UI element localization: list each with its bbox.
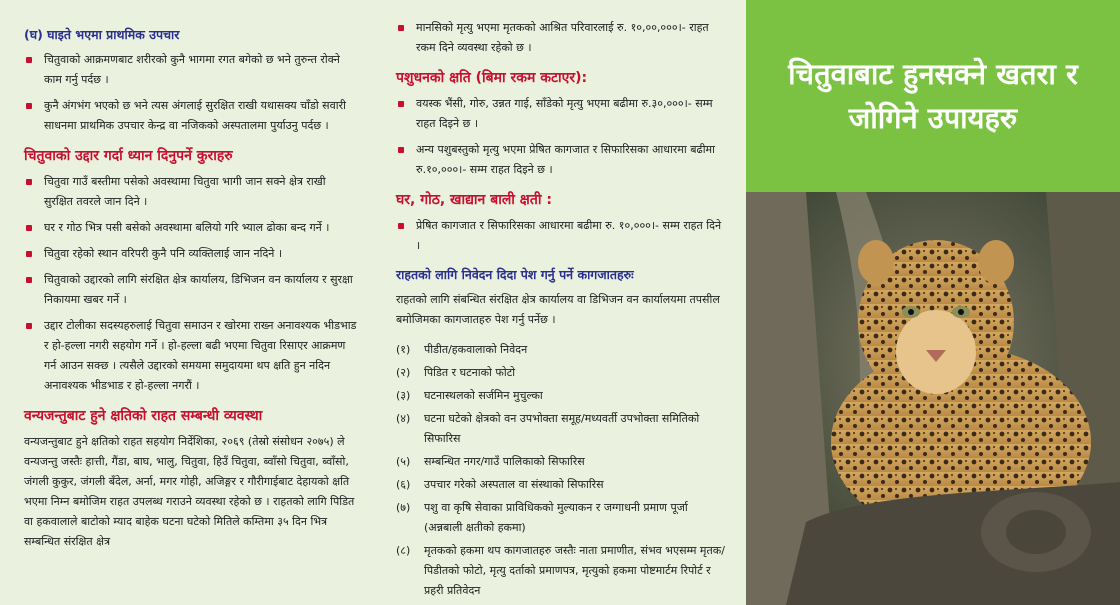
list-item: प्रेषित कागजात र सिफारिसका आधारमा बढीमा रु. १०,०००।- सम्म राहत दिने । <box>396 216 728 256</box>
bullet-icon <box>26 179 32 185</box>
livestock-list <box>396 94 728 180</box>
list-item: अन्य पशुबस्तुको मृत्यु भएमा प्रेषित कागजात र सिफारिसका आधारमा बढीमा रु.१०,०००।- सम्म राहत दिइने छ । <box>396 140 728 180</box>
bullet-icon <box>26 277 32 283</box>
bullet-icon <box>26 57 32 63</box>
list-item: (३) घटनास्थलको सर्जमिन मुचुल्का <box>396 389 543 402</box>
list-item: चितुवा गाउँ बस्तीमा पसेको अवस्थामा चितुवा भागी जान सक्ने क्षेत्र राखी सुरक्षित तवरले जान दिने । <box>24 172 358 212</box>
rescue-list <box>24 172 358 396</box>
docs-list <box>396 340 728 601</box>
list-item: (२) पिडित र घटनाको फोटो <box>396 366 516 379</box>
list-item: चितुवाको उद्दारको लागि संरक्षित क्षेत्र कार्यालय, डिभिजन वन कार्यालय र सुरक्षा निकायमा खबर गर्ने । <box>24 270 358 310</box>
list-item: (६) उपचार गरेको अस्पताल वा संस्थाको सिफारिस <box>396 478 604 491</box>
title-banner <box>746 0 1120 192</box>
column-middle <box>372 0 746 605</box>
rescue-heading: चितुवाको उद्दार गर्दा ध्यान दिनुपर्ने कुराहरु <box>24 148 233 164</box>
bullet-icon <box>398 223 404 229</box>
list-item: चितुवा रहेको स्थान वरिपरी कुनै पनि व्यक्तिलाई जान नदिने । <box>24 244 358 264</box>
list-item: कुनै अंगभंग भएको छ भने त्यस अंगलाई सुरक्षित राखी यथासक्य चाँडो सवारी साधनमा प्राथमिक उपचार केन्द्र वा नजिकको अस्पतालमा पुर्याउनु पर्दछ । <box>24 96 358 136</box>
list-item: (१) पीडीत/हकवालाको निवेदन <box>396 343 528 356</box>
house-heading: घर, गोठ, खाद्यान बाली क्षती : <box>396 192 552 208</box>
relief-paragraph: वन्यजन्तुबाट हुने क्षतिको राहत सहयोग निर्देशिका, २०६९ (तेस्रो संसोधन २०७५) ले वन्यजन्तु जस्तैः हात्ती, गैंडा, बाघ, भालु, चितुवा, हिउँ चितुवा, ब्वाँसो चितुवा, ब्वाँसो, जंगली कुकुर, जंगली बँदेल, अर्ना, मगर गोही, अजिङ्गर र गौरीगाईबाट देहायको क्षति भएमा निम्न बमोजिम राहत उपलब्ध गराउने व्यवस्था रहेको छ । राहतको लागि पिडित वा हकवालाले बाटोको म्याद बाहेक घटना घटेको मितिले कम्तिमा ३५ दिन भित्र सम्बन्धित संरक्षित क्षेत्र <box>24 435 355 548</box>
bullet-icon <box>26 323 32 329</box>
docs-intro: राहतको लागि संबन्धित संरक्षित क्षेत्र कार्यालय वा डिभिजन वन कार्यालयमा तपसील बमोजिमका कागजातहरु पेश गर्नु पर्नेछ । <box>396 293 720 326</box>
list-item: (७) पशु वा कृषि सेवाका प्राविधिकको मुल्याकन र जग्गाधनी प्रमाण पूर्जा (अन्नबाली क्षतीको हकमा) <box>396 501 688 534</box>
bullet-icon <box>398 101 404 107</box>
mental-list <box>396 18 728 58</box>
first-aid-heading: (घ) घाइते भएमा प्राथमिक उपचार <box>24 27 180 42</box>
first-aid-list <box>24 50 358 136</box>
bullet-icon <box>26 225 32 231</box>
list-item: चितुवाको आक्रमणबाट शरीरको कुनै भागमा रगत बगेको छ भने तुरुन्त रोक्ने काम गर्नु पर्दछ । <box>24 50 358 90</box>
column-right <box>746 0 1120 605</box>
list-item: वयस्क भैंसी, गोरु, उन्नत गाई, साँडेको मृत्यु भएमा बढीमा रु.३०,०००।- सम्म राहत दिइने छ । <box>396 94 728 134</box>
list-item: (८) मृतकको हकमा थप कागजातहरु जस्तैः नाता प्रमाणीत, संभव भएसम्म मृतक/पिडीतको फोटो, मृत्यु दर्ताको प्रमाणपत्र, मृत्युको हकमा पोष्टमार्टम रिपोर्ट र प्रहरी प्रतिवेदन <box>396 544 725 597</box>
bullet-icon <box>26 103 32 109</box>
bullet-icon <box>398 147 404 153</box>
list-item: उद्दार टोलीका सदस्यहरुलाई चितुवा समाउन र खोरमा राख्न अनावश्यक भीडभाड र हो-हल्ला नगरी सहयोग गर्ने । हो-हल्ला बढी भएमा चितुवा रिसाएर आक्रमण गर्न आउन सक्छ । त्यसैले उद्दारको समयमा समुदायमा थप क्षति हुन नदिन अनावश्यक भीडभाड र हो-हल्ला नगरौं । <box>24 316 358 396</box>
column-left <box>0 0 372 605</box>
list-item: (५) सम्बन्धित नगर/गाउँ पालिकाको सिफारिस <box>396 455 585 468</box>
docs-heading: राहतको लागि निवेदन दिदा पेश गर्नु पर्ने कागजातहरुः <box>396 267 634 282</box>
house-list <box>396 216 728 256</box>
page-title: चितुवाबाट हुनसक्ने खतरा र जोगिने उपायहरु <box>788 57 1078 135</box>
bullet-icon <box>26 251 32 257</box>
livestock-heading: पशुधनको क्षति (बिमा रकम कटाएर): <box>396 70 588 86</box>
relief-heading: वन्यजन्तुबाट हुने क्षतिको राहत सम्बन्धी व्यवस्था <box>24 408 263 424</box>
list-item: मानसिको मृत्यु भएमा मृतकको आश्रित परिवारलाई रु. १०,००,०००।- राहत रकम दिने व्यवस्था रहेको छ । <box>396 18 728 58</box>
list-item: घर र गोठ भित्र पसी बसेको अवस्थामा बलियो गरि भ्याल ढोका बन्द गर्ने । <box>24 218 358 238</box>
bullet-icon <box>398 25 404 31</box>
list-item: (४) घटना घटेको क्षेत्रको वन उपभोक्ता समूह/मध्यवर्ती उपभोक्ता समितिको सिफारिस <box>396 412 700 445</box>
leopard-photo <box>746 192 1120 605</box>
